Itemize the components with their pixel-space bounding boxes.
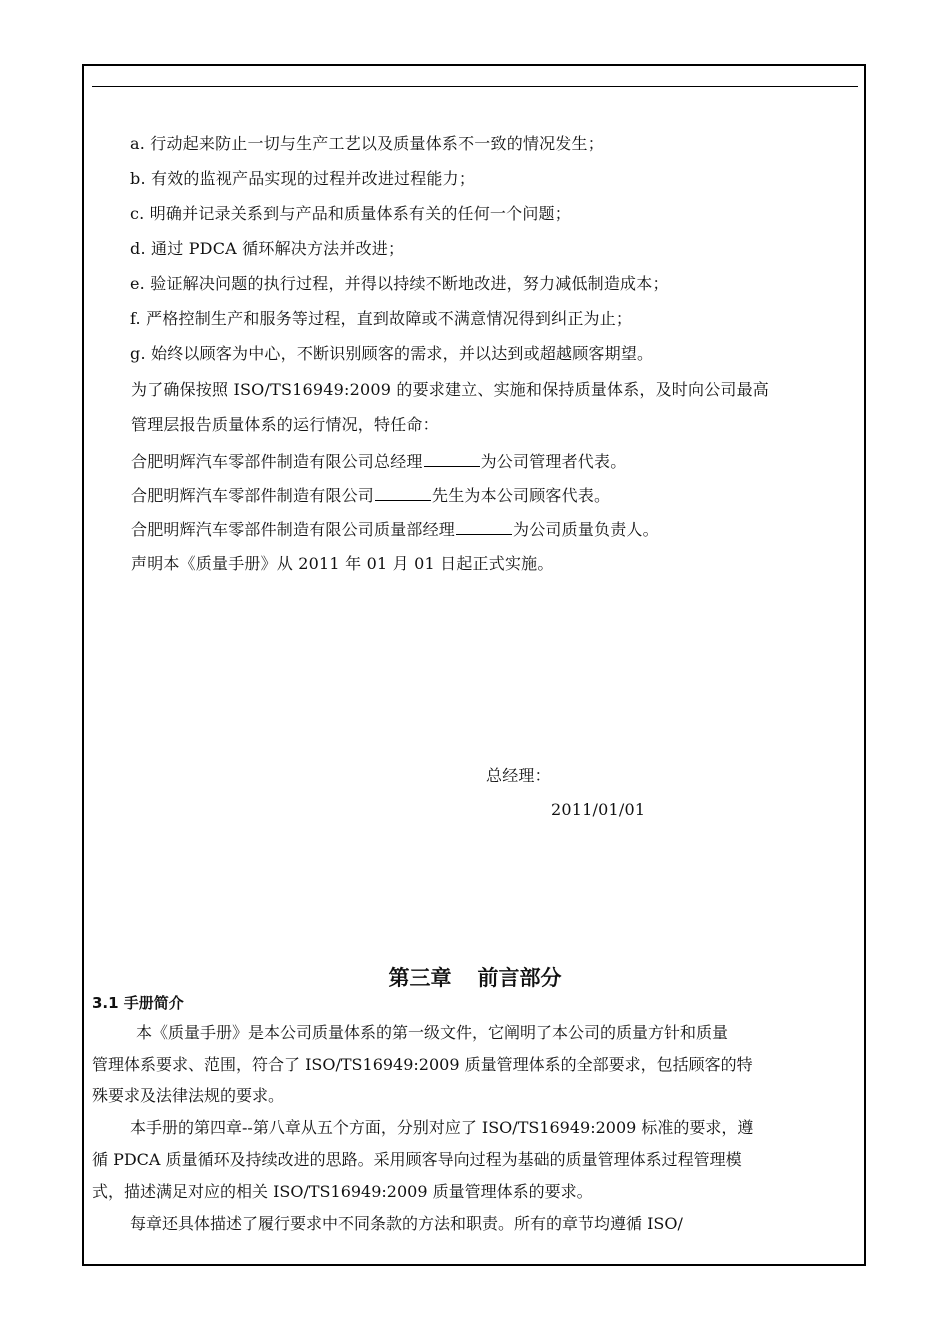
appointment-text: 合肥明辉汽车零部件制造有限公司 xyxy=(131,486,375,505)
list-item-e: e. 验证解决问题的执行过程，并得以持续不断地改进，努力减低制造成本； xyxy=(130,274,669,293)
intro-line-2: 管理层报告质量体系的运行情况，特任命： xyxy=(131,415,439,434)
appointment-role: 为公司质量负责人。 xyxy=(513,520,659,539)
chapter-title: 前言部分 xyxy=(477,966,562,990)
appointment-quality-lead xyxy=(131,519,659,540)
section-line-4: 本手册的第四章--第八章从五个方面，分别对应了 ISO/TS16949:2009 标准的要求，遵 xyxy=(130,1118,754,1137)
list-item-a: a. 行动起来防止一切与生产工艺以及质量体系不一致的情况发生； xyxy=(130,134,604,153)
appointment-text: 合肥明辉汽车零部件制造有限公司总经理 xyxy=(131,452,423,471)
list-item-b: b. 有效的监视产品实现的过程并改进过程能力； xyxy=(130,169,476,188)
appointment-text: 合肥明辉汽车零部件制造有限公司质量部经理 xyxy=(131,520,456,539)
appointment-role: 为公司管理者代表。 xyxy=(480,452,627,471)
section-line-2: 管理体系要求、范围，符合了 ISO/TS16949:2009 质量管理体系的全部要求，包括顾客的特 xyxy=(92,1055,753,1074)
name-blank xyxy=(424,451,480,467)
section-title: 3.1 手册简介 xyxy=(92,994,184,1012)
section-line-3: 殊要求及法律法规的要求。 xyxy=(92,1086,285,1105)
effective-statement: 声明本《质量手册》从 2011 年 01 月 01 日起正式实施。 xyxy=(131,554,554,573)
name-blank xyxy=(375,485,431,501)
chapter-number: 第三章 xyxy=(388,966,452,990)
sign-date: 2011/01/01 xyxy=(551,800,646,819)
appointment-customer-rep xyxy=(131,485,610,506)
list-item-f: f. 严格控制生产和服务等过程，直到故障或不满意情况得到纠正为止； xyxy=(130,309,633,328)
list-item-d: d. 通过 PDCA 循环解决方法并改进； xyxy=(130,239,405,258)
chapter-heading xyxy=(0,962,950,992)
appointment-management-rep xyxy=(131,451,626,472)
signer-label: 总经理： xyxy=(486,766,551,785)
name-blank xyxy=(456,519,512,535)
intro-line-1: 为了确保按照 ISO/TS16949:2009 的要求建立、实施和保持质量体系，及时向公司最高 xyxy=(131,380,770,399)
section-line-5: 循 PDCA 质量循环及持续改进的思路。采用顾客导向过程为基础的质量管理体系过程管理模 xyxy=(92,1150,742,1169)
appointment-role: 先生为本公司顾客代表。 xyxy=(432,486,611,505)
header-rule xyxy=(92,86,858,87)
list-item-c: c. 明确并记录关系到与产品和质量体系有关的任何一个问题； xyxy=(130,204,571,223)
section-line-7: 每章还具体描述了履行要求中不同条款的方法和职责。所有的章节均遵循 ISO/ xyxy=(130,1214,683,1233)
section-line-6: 式，描述满足对应的相关 ISO/TS16949:2009 质量管理体系的要求。 xyxy=(92,1182,593,1201)
list-item-g: g. 始终以顾客为中心，不断识别顾客的需求，并以达到或超越顾客期望。 xyxy=(130,344,654,363)
section-line-1: 本《质量手册》是本公司质量体系的第一级文件，它阐明了本公司的质量方针和质量 xyxy=(136,1023,729,1042)
